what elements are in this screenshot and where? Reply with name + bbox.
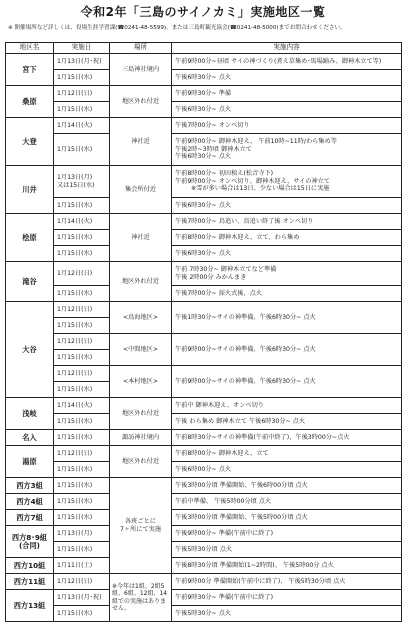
- contact-note: ※ 開催場所など詳しくは、役場生涯学習課(☎0241-48-5599)、または三島町観光協会(☎0241-48-5000)までお問合わせください。: [8, 25, 346, 31]
- event-date: 1月14日(火): [54, 398, 110, 414]
- event-date: 1月13日(月) 又は15日(水): [54, 166, 110, 198]
- table-row: [6, 590, 402, 606]
- area-name: 西方8･9組 (合同): [6, 526, 54, 558]
- table-row: [6, 54, 402, 70]
- page-title: 令和2年「三島のサイノカミ」実施地区一覧: [80, 5, 326, 19]
- event-content: 午後7時00分~ 採火式後、点火: [172, 286, 402, 302]
- event-place: 諏訪神社境内: [110, 430, 172, 446]
- event-date: 1月15日(水): [54, 286, 110, 302]
- table-row: [6, 86, 402, 102]
- area-name: 西方7組: [6, 510, 54, 526]
- table-row: [6, 198, 402, 214]
- area-name: 西方4組: [6, 494, 54, 510]
- event-date: 1月12日(日): [54, 86, 110, 102]
- event-place: 三島神社境内: [110, 54, 172, 86]
- event-content: 午前中準備、 午後5時00分頃 点火: [172, 494, 402, 510]
- event-date: 1月14日(火): [54, 118, 110, 134]
- event-place: 各班ごとに 7ヶ所にて実施: [110, 478, 172, 574]
- table-row: [6, 606, 402, 622]
- event-place: <本村地区>: [110, 366, 172, 398]
- table-row: [6, 478, 402, 494]
- event-place-note: ※今年は1組、2組5組、6組、12組、14組での実施はありません。: [110, 574, 172, 622]
- event-date: 1月15日(水): [54, 246, 110, 262]
- event-date: 1月13日(月): [54, 526, 110, 542]
- event-content: 午前8時30分~サイの神準備(午前中終了)、午後3時00分~点火: [172, 430, 402, 446]
- table-row: [6, 526, 402, 542]
- table-row: [6, 214, 402, 230]
- table-row: [6, 366, 402, 382]
- table-row: [6, 262, 402, 286]
- event-place: 地区外れ付近: [110, 446, 172, 478]
- event-place: 集会所付近: [110, 166, 172, 214]
- area-name: 宮下: [6, 54, 54, 86]
- event-date: 1月12日(日): [54, 334, 110, 350]
- event-date: 1月11日(土): [54, 558, 110, 574]
- event-content: 午前9時30分~ 準備: [172, 86, 402, 102]
- table-header-row: [6, 43, 402, 54]
- table-row: [6, 542, 402, 558]
- event-content: 午前9時00分 準備開始(午前中に終了)、 午後5時30分頃 点火: [172, 574, 402, 590]
- event-date: 1月12日(日): [54, 262, 110, 286]
- event-date: 1月15日(水): [54, 510, 110, 526]
- event-date: 1月15日(水): [54, 430, 110, 446]
- area-name: 名入: [6, 430, 54, 446]
- event-date: 1月13日(月･祝): [54, 54, 110, 70]
- event-schedule-table: [5, 42, 402, 622]
- event-place: <鳥海地区>: [110, 302, 172, 334]
- table-row: [6, 286, 402, 302]
- event-content: 午後6時00分~ 点火: [172, 462, 402, 478]
- table-row: [6, 494, 402, 510]
- event-date: 1月15日(水): [54, 198, 110, 214]
- event-date: 1月13日(月･祝): [54, 590, 110, 606]
- event-content: 午後1時30分~サイの神準備、午後6時30分~ 点火: [172, 302, 402, 334]
- event-date: 1月15日(水): [54, 478, 110, 494]
- table-row: [6, 134, 402, 166]
- header-content: 実施内容: [172, 43, 402, 54]
- event-content: 午前9時00分~昼頃 サイの神づくり(煮え草集め･馬場踊み、御神木立て等): [172, 54, 402, 70]
- area-name: 浅岐: [6, 398, 54, 430]
- event-content: 午後6時30分~ 点火: [172, 102, 402, 118]
- area-name: 大登: [6, 118, 54, 166]
- table-row: [6, 558, 402, 574]
- event-content: 午前9時00分~サイの神準備、午後6時30分~ 点火: [172, 366, 402, 398]
- table-row: [6, 414, 402, 430]
- event-date: 1月15日(水): [54, 134, 110, 166]
- event-content: 午後5時30分頃 点火: [172, 542, 402, 558]
- area-name: 川井: [6, 166, 54, 214]
- event-date: 1月15日(水): [54, 462, 110, 478]
- header-place: 場所: [110, 43, 172, 54]
- header-area: 地区名: [6, 43, 54, 54]
- event-place: <中間地区>: [110, 334, 172, 366]
- event-content: 午後6時30分~ 点火: [172, 198, 402, 214]
- area-name: 湯原: [6, 446, 54, 478]
- event-date: 1月14日(火): [54, 214, 110, 230]
- table-row: [6, 302, 402, 318]
- header-date: 実施日: [54, 43, 110, 54]
- event-date: 1月12日(日): [54, 366, 110, 382]
- event-date: 1月12日(日): [54, 446, 110, 462]
- table-row: [6, 398, 402, 414]
- table-row: [6, 118, 402, 134]
- event-content: 午後5時30分~ 点火: [172, 606, 402, 622]
- event-content: 午前9時00分~ 御神木迎え、 午前10時~11時/わら集め等 午後2時~3時頃 御神木立て 午後6時30分~ 点火: [172, 134, 402, 166]
- event-place: 地区外れ付近: [110, 398, 172, 430]
- event-date: 1月15日(水): [54, 70, 110, 86]
- event-content: 午前9時00分~サイの神準備、午後6時30分~ 点火: [172, 334, 402, 366]
- event-date: 1月15日(水): [54, 494, 110, 510]
- table-row: [6, 430, 402, 446]
- event-date: 1月15日(水): [54, 230, 110, 246]
- event-content: 午後6時30分~ 点火: [172, 246, 402, 262]
- event-place: 神社近: [110, 214, 172, 262]
- event-content: 午後6時30分~ 点火: [172, 70, 402, 86]
- table-row: [6, 510, 402, 526]
- area-name: 滝谷: [6, 262, 54, 302]
- table-row: [6, 334, 402, 350]
- event-content: 午前9時30分~ 準備(午前中に終了): [172, 590, 402, 606]
- table-row: [6, 230, 402, 246]
- event-content: 午前8時00分~ 御神木迎え、立て: [172, 446, 402, 462]
- event-date: 1月15日(水): [54, 606, 110, 622]
- area-name: 大谷: [6, 302, 54, 398]
- table-row: [6, 246, 402, 262]
- table-row: [6, 102, 402, 118]
- event-content: 午前中 御神木迎え、オンベ切り: [172, 398, 402, 414]
- event-content: 午後8時30分頃 準備開始(1~2時間)、 午後5時00分 点火: [172, 558, 402, 574]
- event-date: 1月12日(日): [54, 302, 110, 318]
- event-date: 1月12日(日): [54, 574, 110, 590]
- event-content: 午後3時00分頃 準備開始、午後5時00分頃 点火: [172, 510, 402, 526]
- area-name: 西方3組: [6, 478, 54, 494]
- table-row: [6, 166, 402, 198]
- event-place: 地区外れ付近: [110, 86, 172, 118]
- area-name: 西方10組: [6, 558, 54, 574]
- event-content: 午後3時00分頃 準備開始、午後6時00分頃 点火: [172, 478, 402, 494]
- event-date: 1月15日(水): [54, 382, 110, 398]
- table-row: [6, 462, 402, 478]
- event-date: 1月15日(水): [54, 102, 110, 118]
- table-row: [6, 574, 402, 590]
- event-date: 1月15日(水): [54, 542, 110, 558]
- area-name: 西方13組: [6, 590, 54, 622]
- event-place: 神社近: [110, 118, 172, 166]
- event-place: 地区外れ付近: [110, 262, 172, 302]
- event-content: 午後7時00分~ 鳥追い、鳥追い終了後 オンベ切り: [172, 214, 402, 230]
- event-content: 午後9時00分~ 準備(午前中に終了): [172, 526, 402, 542]
- event-date: 1月15日(水): [54, 414, 110, 430]
- event-content: 午前 7時30分~ 御神木立てなど準備 午後 2時00分 みかんまき: [172, 262, 402, 286]
- table-row: [6, 70, 402, 86]
- area-name: 桑原: [6, 86, 54, 118]
- event-content: 午後 わら集め 御神木立て 午後6時30分~ 点火: [172, 414, 402, 430]
- area-name: 桧原: [6, 214, 54, 262]
- area-name: 西方11組: [6, 574, 54, 590]
- table-row: [6, 446, 402, 462]
- event-date: 1月15日(水): [54, 318, 110, 334]
- event-content: 午前8時00分~ 御神木迎え、立て、わら集め: [172, 230, 402, 246]
- event-content: 午後7時00分~ オンベ切り: [172, 118, 402, 134]
- event-date: 1月15日(水): [54, 350, 110, 366]
- event-content: 午前8時00分~ 初田植え(松音寺下) 午前9時00分~ オンベ切り、御神木迎え、サイの神立て ※雪が多い場合は13日、少ない場合は15日に実施: [172, 166, 402, 198]
